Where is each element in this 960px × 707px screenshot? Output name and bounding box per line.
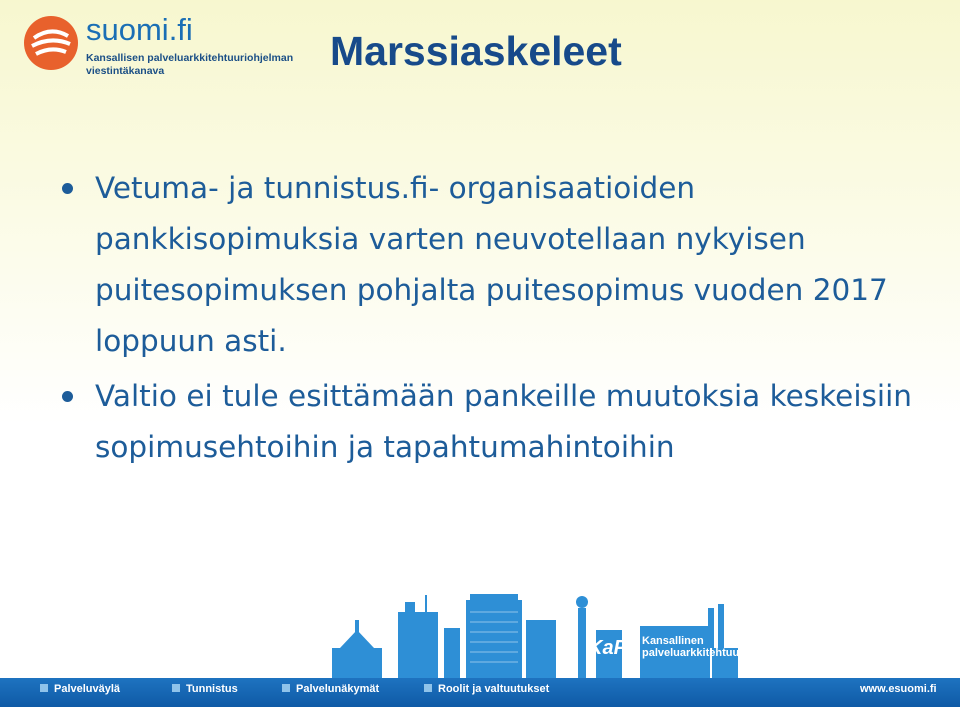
- bullet-dot-icon: [62, 391, 73, 402]
- suomi-fi-logo: [22, 12, 292, 82]
- suomi-fi-logo-icon: [22, 14, 80, 72]
- square-bullet-icon: [172, 684, 180, 692]
- bullet-text: Vetuma- ja tunnistus.fi- organisaatioiden pankkisopimuksia varten neuvotellaan nykyisen puitesopimuksen pohjalta puitesopimus vuoden 2017 loppuun asti.: [95, 171, 888, 358]
- slide-content: [50, 163, 940, 473]
- logo-subtitle: Kansallisen palveluarkkitehtuuriohjelman viestintäkanava: [86, 52, 294, 77]
- square-bullet-icon: [424, 684, 432, 692]
- footer: [0, 590, 960, 707]
- footer-website-link[interactable]: www.esuomi.fi: [860, 683, 937, 695]
- bullet-dot-icon: [62, 183, 73, 194]
- bullet-item: [50, 163, 940, 367]
- footer-link-palvelunakymat[interactable]: Palvelunäkymät: [282, 683, 379, 695]
- bullet-item: [50, 371, 940, 473]
- square-bullet-icon: [40, 684, 48, 692]
- footer-link-tunnistus[interactable]: Tunnistus: [172, 683, 238, 695]
- footer-link-roolit-ja-valtuutukset[interactable]: Roolit ja valtuutukset: [424, 683, 549, 695]
- kapa-logo: [578, 625, 778, 685]
- logo-name: suomi.fi: [86, 12, 193, 47]
- kapa-name: KaPA: [588, 637, 640, 659]
- slide-title: Marssiaskeleet: [330, 28, 622, 74]
- bullet-text: Valtio ei tule esittämään pankeille muutoksia keskeisiin sopimusehtoihin ja tapahtumahintoihin: [95, 379, 912, 464]
- footer-link-palveluvayla[interactable]: Palveluväylä: [40, 683, 120, 695]
- kapa-subtitle: Kansallinen palveluarkkitehtuuri: [642, 635, 747, 659]
- square-bullet-icon: [282, 684, 290, 692]
